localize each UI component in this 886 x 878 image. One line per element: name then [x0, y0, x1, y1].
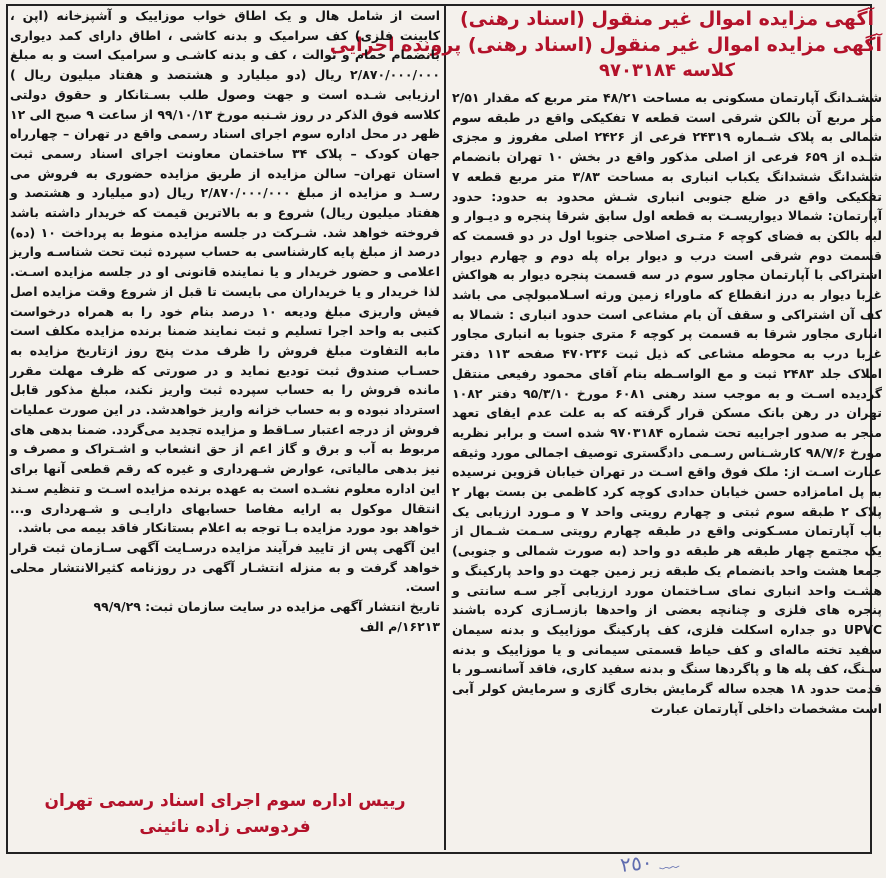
signature-office: رییس اداره سوم اجرای اسناد رسمی تهران	[44, 791, 406, 811]
notice-case-number: کلاسه ۹۷۰۳۱۸۴	[599, 60, 735, 81]
left-column	[10, 6, 440, 637]
signature-block	[10, 788, 440, 840]
handwritten-mark: ﹏ ٢٥٠	[619, 846, 680, 877]
publish-date: تاریخ انتشار آگهی مزایده در سایت سازمان ثبت: ۹۹/۹/۲۹	[93, 599, 440, 615]
reference-number: ۱۶۲۱۳/م الف	[359, 618, 440, 634]
notice-title-line1: آگهی مزایده اموال غیر منقول (اسناد رهنی)	[459, 8, 875, 30]
signature-name: فردوسی زاده نائینی	[139, 817, 311, 837]
property-description-text: ششـدانگ آپارتمان مسکونی به مساحت ۴۸/۲۱ متر مربع که مقدار ۲/۵۱ متر مربع آن بالکن شرقی است قطعه ۷ تفکیکی واقع در طبقه سوم شمالی به پلاک شـماره ۲۴۳۱۹ فرعی از ۲۴۲۶ اصلی مفروز و مجزی شـده از ۶۵۹ فرعی از اصلی مذکور واقع در بخش ۱۰ تهران بانضمام ششدانگ ششدانگ یکباب انباری به مساحت ۳/۸۳ متر مربع قطعه ۷ تفکیکی واقع در ضلع جنوبی انباری شـش محدود به حدود: حدود آپارتمان: شمالا دیواریسـت به قطعه اول سابق شرقا پنجره و دیـوار و لبه بالکن به فضای کوچه ۶ متـری اصلاحی جنوبا اول در دو قسمت که قسمت دوم شرقی است درب و دیوار براه پله دوم و چهارم دیوار اشتراکی با آپارتمان مجاور سوم در سه قسمت پنجره دیوار به هواکش غربا دیوار به درز انقطاع که ماوراء زمین ورثه اسـلامبولچی می باشد کف آن اشتراکی و سقف آن بام مشاعی است حدود انباری : شمالا به انباری مجاور شرقا به قسمت پر کوچه ۶ متری جنوبا به انباری مجاور غربا درب به محوطه مشاعی که ذیل ثبت ۴۷۰۲۳۶ صفحه ۱۱۳ دفتر املاک جلد ۲۴۸۳ ثبت و مع الواسـطه بنام آقای محمود رفیعی منتقل گردیده اسـت و به موجب سند رهنی ۶۰۸۱ مورخ ۹۵/۳/۱۰ دفتر ۱۰۸۲ تهران در رهن بانک مسکن قرار گرفته که به علت عدم ایفای تعهد منجر به صدور اجراییه تحت شماره ۹۷۰۳۱۸۴ شده است و برابر نظریه مورخ ۹۸/۷/۶ کارشـناس رسـمی دادگستری توصیف اجمالی مورد وثیقه عبارت اسـت از: ملک فوق واقع اسـت در تهران خیابان قزوین نرسیده به پل امامزاده حسن خیابان حدادی کوچه کرد کاظمی بن بست بهار ۲ پلاک ۲ طبقه سوم ثبتی و چهارم رویتی واحد ۷ و مـورد ارزیابی یک باب آپارتمان مسـکونی واقع در طبقه چهارم رویتی سـمت شـمال از یک مجتمع چهار طبقه هر طبقه دو واحد (به صورت شمالی و جنوبی) جمعا هشت واحد بانضمام یک طبقه زیر زمین جهت دو واحد پارکینگ و هشـت واحد انباری نمای سـاختمان مورد ارزیابی آجر سـه سانتی و پنجره های فلزی و چنانچه بعضی از واحدها بازسـازی کرده باشند UPVC دو جداره اسکلت فلزی، کف پارکینگ موزاییک و بدنه سیمان سفید تخته ماله‌ای و کف حیاط قسمتی سیمانی و یا موزاییک و بدنه سـنگ، کف پله ها و پاگردها سنگ و بدنه سفید کاری، فاقد آسانسـور با قدمت حدود ۱۸ هجده ساله گرمایش بخاری گازی و سرمایش کولر آبی است مشخصات داخلی آپارتمان عبارت	[452, 90, 883, 716]
column-divider	[444, 4, 446, 850]
notice-title-line2: آگهی مزایده اموال غیر منقول (اسناد رهنی) پرونده اجرایی	[329, 34, 882, 56]
publication-note: این آگهی پس از تایید فرآیند مزایده درسـایت آگهی سـازمان ثبت قرار خواهد گرفت و به منزله انتشـار آگهی در روزنامه کثیرالانتشار محلی است.	[10, 539, 440, 595]
auction-terms-text: است از شامل هال و یک اطاق خواب موزاییک و آشپزخانه (اپن ، کابینت فلزی) کف سرامیک و بدنه کاشی ، اطاق دارای کمد دیواری بانضمام حمام و توالت ، کف و بدنه کاشـی و سرامیک است و به مبلغ ۲/۸۷۰/۰۰۰/۰۰۰ ریال (دو میلیارد و هشتصد و هفتاد میلیون ریال ) ارزیابی شـده است و جهت وصول طلب بسـتانکار و حقوق دولتی کلاسه فوق الذکر در روز شـنبه مورخ ۹۹/۱۰/۱۳ از ساعت ۹ صبح الی ۱۲ ظهر در محل اداره سوم اجرای اسناد رسمی واقع در تهران – چهارراه جهان کودک – پلاک ۳۴ ساختمان معاونت اجرای اسناد رسمی ثبت استان تهران– سالن مزایده از طریق مزایده حضوری به فروش می رسـد و مزایده از مبلغ ۲/۸۷۰/۰۰۰/۰۰۰ ریال (دو میلیارد و هشتصد و هفتاد میلیون ریال) شروع و به بالاترین قیمت که خریدار داشته باشد فروخته خواهد شد. شـرکت در جلسه مزایده منوط به پرداخت ۱۰ (ده) درصد از مبلغ پایه کارشناسی به حساب سپرده ثبت تحت شناسـه واریز اعلامی و حضور خریدار و یا نماینده قانونی او در جلسه مزایده اسـت. لذا خریدار و یا خریداران می بایست تا قبل از شروع وقت مزایده اصل فیش واریزی مبلغ ودیعه ۱۰ درصد بنام خود را به همراه درخواست کتبی به واحد اجرا تسلیم و ثبت نمایند ضمنا برنده مزایده مکلف است مابه التفاوت مبلغ فروش را ظرف مدت پنج روز ازتاریخ مزایده به حسـاب صندوق ثبت تودیع نماید و در صورتی که ظرف مهلت مقرر مانده فروش را به حساب سپرده ثبت واریز نکند، مبلغ مذکور قابل استرداد نبوده و به حساب خزانه واریز خواهدشد. در این صورت عملیات فروش از درجه اعتبار سـاقط و مزایده تجدید می‌گردد. ضمنا بدهی های مربوط به آب و برق و گاز اعم از حق انشعاب و اشـتراک و مصرف و نیز بدهی مالیاتی، عوارض شـهرداری و غیره که رقم قطعی آنها برای این اداره معلوم نشـده است به عهده برنده مزایده اسـت و تنظیم سـند انتقال موکول به ارایه مفاصا حسابهای دارایـی و شـهرداری و... خواهد بود مورد مزایده بـا توجه به اعلام بستانکار فاقد بیمه می باشد.	[10, 8, 440, 536]
